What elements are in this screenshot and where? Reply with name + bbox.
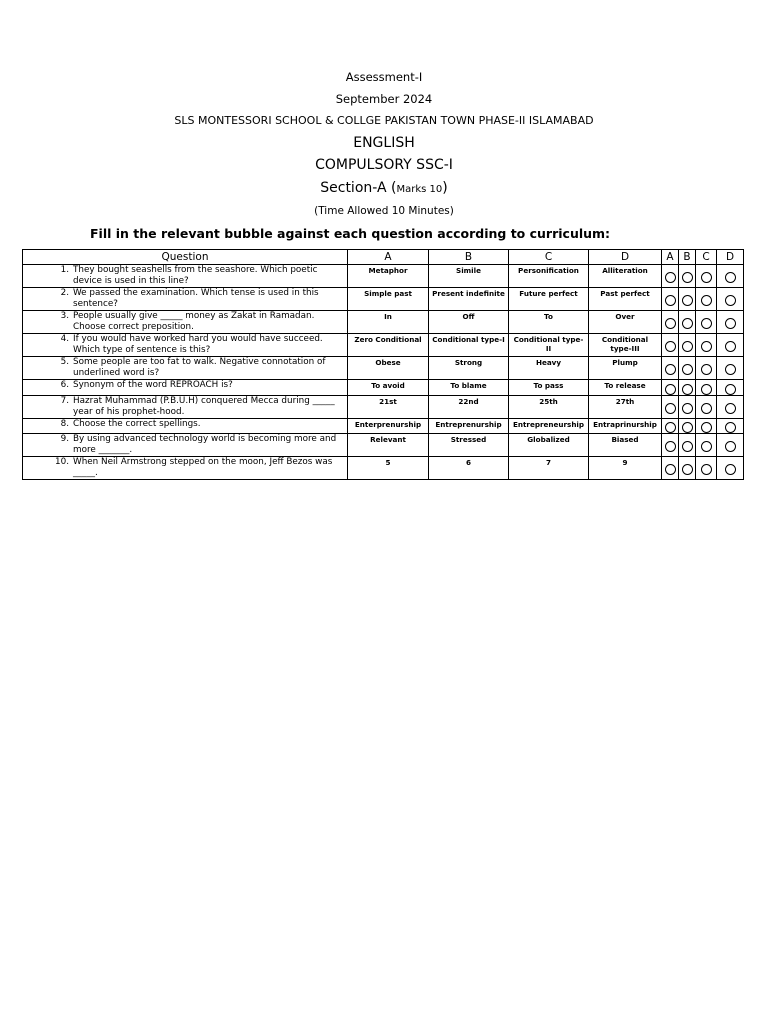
question-cell [23, 334, 348, 357]
question-cell [23, 457, 348, 480]
school-name: SLS MONTESSORI SCHOOL & COLLGE PAKISTAN TOWN PHASE-II ISLAMABAD [174, 114, 594, 127]
bubble-c[interactable] [701, 295, 712, 306]
bubble-c-cell [696, 419, 717, 434]
section-close: ) [442, 180, 448, 196]
option-b-cell: Strong [429, 357, 509, 380]
bubble-c-cell [696, 396, 717, 419]
bubble-a-cell [662, 288, 679, 311]
option-d-cell: 27th [589, 396, 662, 419]
option-a-cell: Relevant [348, 434, 429, 457]
bubble-a-cell [662, 434, 679, 457]
question-number: 10. [55, 457, 69, 467]
bubble-c[interactable] [701, 318, 712, 329]
bubble-a-cell [662, 334, 679, 357]
option-b-cell: Off [429, 311, 509, 334]
option-b-cell: Simile [429, 265, 509, 288]
bubble-a-cell [662, 311, 679, 334]
header-bubble-a: A [662, 250, 679, 265]
bubble-a[interactable] [665, 384, 676, 395]
option-c-cell: 25th [509, 396, 589, 419]
header-option-b: B [429, 250, 509, 265]
table-row [23, 419, 744, 434]
bubble-b-cell [679, 334, 696, 357]
bubble-c[interactable] [701, 422, 712, 433]
table-header-row [23, 250, 744, 265]
bubble-b[interactable] [682, 364, 693, 375]
option-b-cell: To blame [429, 380, 509, 396]
bubble-c[interactable] [701, 403, 712, 414]
option-a-cell: Obese [348, 357, 429, 380]
bubble-b[interactable] [682, 464, 693, 475]
bubble-d[interactable] [725, 318, 736, 329]
section-marks: Marks 10 [396, 184, 443, 195]
bubble-b-cell [679, 380, 696, 396]
table-row [23, 396, 744, 419]
question-cell [23, 419, 348, 434]
question-cell [23, 357, 348, 380]
bubble-c-cell [696, 265, 717, 288]
bubble-a-cell [662, 419, 679, 434]
table-row [23, 334, 744, 357]
question-text: Choose the correct spellings. [73, 419, 201, 429]
bubble-a[interactable] [665, 272, 676, 283]
bubble-d[interactable] [725, 384, 736, 395]
option-c-cell: Future perfect [509, 288, 589, 311]
bubble-d-cell [717, 334, 744, 357]
question-text: They bought seashells from the seashore. Which poetic device is used in this line? [73, 265, 318, 286]
option-c-cell: To [509, 311, 589, 334]
bubble-c[interactable] [701, 364, 712, 375]
option-b-cell: Entreprenurship [429, 419, 509, 434]
bubble-b-cell [679, 434, 696, 457]
question-number: 9. [60, 434, 69, 444]
bubble-a[interactable] [665, 318, 676, 329]
bubble-b[interactable] [682, 295, 693, 306]
bubble-d[interactable] [725, 441, 736, 452]
option-b-cell: Conditional type-I [429, 334, 509, 357]
table-row [23, 265, 744, 288]
bubble-b-cell [679, 265, 696, 288]
bubble-d[interactable] [725, 364, 736, 375]
option-a-cell: Enterprenurship [348, 419, 429, 434]
option-d-cell: Over [589, 311, 662, 334]
question-number: 6. [60, 380, 69, 390]
table-row [23, 457, 744, 480]
header-option-d: D [589, 250, 662, 265]
bubble-b-cell [679, 419, 696, 434]
table-row [23, 380, 744, 396]
course-title: COMPULSORY SSC-I [315, 157, 453, 173]
option-a-cell: Metaphor [348, 265, 429, 288]
question-text: Synonym of the word REPROACH is? [73, 380, 233, 390]
assessment-date: September 2024 [335, 92, 433, 106]
bubble-d-cell [717, 288, 744, 311]
header-bubble-d: D [717, 250, 744, 265]
bubble-d-cell [717, 457, 744, 480]
bubble-b-cell [679, 396, 696, 419]
option-b-cell: 22nd [429, 396, 509, 419]
question-number: 8. [60, 419, 69, 429]
question-cell [23, 265, 348, 288]
bubble-d-cell [717, 380, 744, 396]
header-bubble-b: B [679, 250, 696, 265]
question-cell [23, 311, 348, 334]
bubble-c-cell [696, 457, 717, 480]
option-c-cell: To pass [509, 380, 589, 396]
question-number: 5. [60, 357, 69, 367]
bubble-d-cell [717, 396, 744, 419]
bubble-b[interactable] [682, 422, 693, 433]
bubble-c[interactable] [701, 384, 712, 395]
bubble-d-cell [717, 357, 744, 380]
bubble-c[interactable] [701, 464, 712, 475]
option-d-cell: To release [589, 380, 662, 396]
bubble-a-cell [662, 380, 679, 396]
bubble-d[interactable] [725, 341, 736, 352]
bubble-d-cell [717, 265, 744, 288]
option-a-cell: 21st [348, 396, 429, 419]
table-row [23, 357, 744, 380]
bubble-d-cell [717, 311, 744, 334]
question-number: 7. [60, 396, 69, 406]
option-d-cell: Plump [589, 357, 662, 380]
option-c-cell: 7 [509, 457, 589, 480]
question-cell [23, 380, 348, 396]
table-row [23, 288, 744, 311]
option-c-cell: Heavy [509, 357, 589, 380]
bubble-d-cell [717, 434, 744, 457]
option-a-cell: Zero Conditional [348, 334, 429, 357]
option-c-cell: Personification [509, 265, 589, 288]
bubble-a[interactable] [665, 403, 676, 414]
bubble-d[interactable] [725, 422, 736, 433]
bubble-a-cell [662, 357, 679, 380]
bubble-c-cell [696, 380, 717, 396]
option-c-cell: Conditional type-II [509, 334, 589, 357]
bubble-b-cell [679, 457, 696, 480]
bubble-d[interactable] [725, 272, 736, 283]
question-text: By using advanced technology world is becoming more and more _______. [73, 434, 337, 455]
bubble-c[interactable] [701, 272, 712, 283]
option-d-cell: Past perfect [589, 288, 662, 311]
bubble-a[interactable] [665, 364, 676, 375]
option-c-cell: Globalized [509, 434, 589, 457]
question-cell [23, 288, 348, 311]
bubble-a[interactable] [665, 341, 676, 352]
bubble-b-cell [679, 311, 696, 334]
bubble-c-cell [696, 311, 717, 334]
bubble-b-cell [679, 357, 696, 380]
bubble-b[interactable] [682, 384, 693, 395]
question-number: 2. [60, 288, 69, 298]
question-text: We passed the examination. Which tense is used in this sentence? [73, 288, 319, 309]
bubble-b[interactable] [682, 272, 693, 283]
bubble-a[interactable] [665, 422, 676, 433]
header-question: Question [23, 250, 348, 265]
table-body [23, 265, 744, 480]
bubble-c[interactable] [701, 341, 712, 352]
option-d-cell: Entraprinurship [589, 419, 662, 434]
bubble-a[interactable] [665, 295, 676, 306]
question-number: 4. [60, 334, 69, 344]
option-b-cell: 6 [429, 457, 509, 480]
header-bubble-c: C [696, 250, 717, 265]
bubble-b[interactable] [682, 441, 693, 452]
option-d-cell: Alliteration [589, 265, 662, 288]
question-text: Some people are too fat to walk. Negative connotation of underlined word is? [73, 357, 326, 378]
section-title [0, 180, 768, 196]
option-d-cell: Biased [589, 434, 662, 457]
table-row [23, 434, 744, 457]
bubble-d-cell [717, 419, 744, 434]
option-a-cell: To avoid [348, 380, 429, 396]
option-d-cell: 9 [589, 457, 662, 480]
header-option-c: C [509, 250, 589, 265]
time-allowed: (Time Allowed 10 Minutes) [314, 205, 454, 217]
bubble-d[interactable] [725, 403, 736, 414]
mcq-table [22, 249, 744, 480]
bubble-a[interactable] [665, 464, 676, 475]
table-row [23, 311, 744, 334]
question-number: 3. [60, 311, 69, 321]
option-d-cell: Conditional type-III [589, 334, 662, 357]
bubble-d[interactable] [725, 464, 736, 475]
question-cell [23, 396, 348, 419]
bubble-d[interactable] [725, 295, 736, 306]
option-a-cell: In [348, 311, 429, 334]
option-c-cell: Entrepreneurship [509, 419, 589, 434]
bubble-c-cell [696, 357, 717, 380]
option-a-cell: 5 [348, 457, 429, 480]
bubble-c[interactable] [701, 441, 712, 452]
bubble-a-cell [662, 457, 679, 480]
question-text: If you would have worked hard you would have succeed. Which type of sentence is this? [73, 334, 323, 355]
question-text: People usually give _____ money as Zakat in Ramadan. Choose correct preposition. [73, 311, 315, 332]
bubble-c-cell [696, 434, 717, 457]
bubble-b[interactable] [682, 341, 693, 352]
assessment-title: Assessment-I [345, 70, 423, 84]
question-text: Hazrat Muhammad (P.B.U.H) conquered Mecca during _____ year of his prophet-hood. [73, 396, 335, 417]
bubble-a-cell [662, 396, 679, 419]
bubble-b[interactable] [682, 318, 693, 329]
header-option-a: A [348, 250, 429, 265]
bubble-b[interactable] [682, 403, 693, 414]
bubble-a-cell [662, 265, 679, 288]
bubble-c-cell [696, 334, 717, 357]
bubble-a[interactable] [665, 441, 676, 452]
instruction-text: Fill in the relevant bubble against each question according to curriculum: [90, 226, 611, 241]
question-cell [23, 434, 348, 457]
option-b-cell: Stressed [429, 434, 509, 457]
question-text: When Neil Armstrong stepped on the moon, Jeff Bezos was _____. [73, 457, 333, 478]
subject-title: ENGLISH [353, 135, 415, 151]
option-b-cell: Present indefinite [429, 288, 509, 311]
question-number: 1. [60, 265, 69, 275]
option-a-cell: Simple past [348, 288, 429, 311]
section-label: Section-A ( [320, 180, 397, 196]
bubble-b-cell [679, 288, 696, 311]
bubble-c-cell [696, 288, 717, 311]
